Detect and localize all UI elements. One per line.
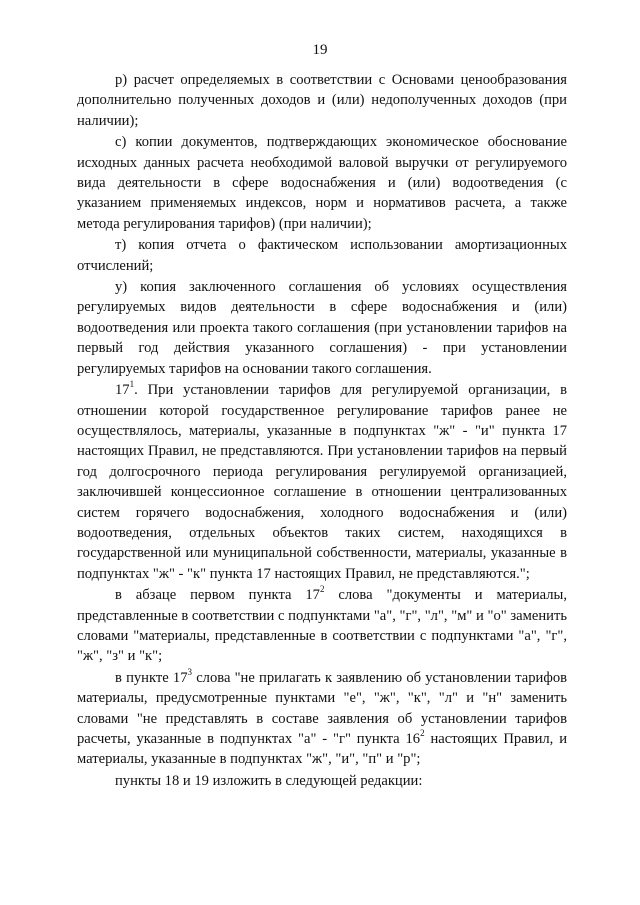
paragraph-lead: в пункте 17 <box>115 669 188 686</box>
paragraph-text: . При установлении тарифов для регулируемой организации, в отношении которой государственное регулирование тарифов ранее не осуществлялось, материалы, указанные в подпунктах "ж" - "и" пункта 17 настоящих Правил, не представляются. При установлении тарифов на первый год долгосрочного периода регулирования регулируемой организацией, заключившей концессионное соглашение в отношении централизованных систем горячего водоснабжения, холодного водоснабжения и (или) водоотведения, отдельных объектов таких систем, находящихся в государственной или муниципальной собственности, материалы, указанные в подпунктах "ж" - "к" пункта 17 настоящих Правил, не представляются."; <box>77 382 567 582</box>
paragraph-text: настоящих Правил, и материалы, указанные в подпунктах "ж", "и", "п" и "р"; <box>77 731 568 768</box>
superscript: 2 <box>420 728 425 739</box>
paragraph-17-2-amendment <box>77 585 567 667</box>
paragraph-lead: 17 <box>115 382 130 399</box>
paragraph-17-3-amendment <box>77 668 567 770</box>
document-body <box>77 70 567 791</box>
paragraph-r: р) расчет определяемых в соответствии с Основами ценообразования дополнительно полученных доходов и (или) недополученных доходов (при наличии); <box>77 72 567 129</box>
paragraph-u: у) копия заключенного соглашения об условиях осуществления регулируемых видов деятельности в сфере водоснабжения и (или) водоотведения или проекта такого соглашения (при установлении тарифов на первый год действия указанного соглашения) - при установлении регулируемых тарифов на основании такого соглашения. <box>77 279 567 377</box>
paragraph-t: т) копия отчета о фактическом использовании амортизационных отчислений; <box>77 237 567 274</box>
paragraph-lead: в абзаце первом пункта 17 <box>115 587 320 604</box>
page-number: 19 <box>312 42 328 58</box>
paragraph-17-1 <box>77 380 567 584</box>
superscript: 2 <box>319 584 325 595</box>
paragraph-s: с) копии документов, подтверждающих экономическое обоснование исходных данных расчета необходимой валовой выручки от регулируемого вида деятельности в сфере водоснабжения и (или) водоотведения (с указанием применяемых индексов, норм и нормативов расчета, а также метода регулирования тарифов) (при наличии); <box>77 134 567 232</box>
superscript: 1 <box>129 379 135 390</box>
superscript: 3 <box>187 666 193 677</box>
paragraph-18-19-intro: пункты 18 и 19 изложить в следующей редакции: <box>115 772 423 789</box>
paragraph-text: слова "документы и материалы, представленные в соответствии с подпунктами "а", "г", "л", "м" и "о" заменить словами "материалы, представленные в соответствии с подпунктами "а", "г", "ж", "з" и "к"; <box>77 587 567 665</box>
paragraph-text: слова "не прилагать к заявлению об установлении тарифов материалы, предусмотренные пунктами "е", "ж", "к", "л" и "н" заменить словами "не представлять в составе заявления об установлении тарифов расчеты, указанные в подпунктах "а" - "г" пункта 16 <box>77 669 568 747</box>
